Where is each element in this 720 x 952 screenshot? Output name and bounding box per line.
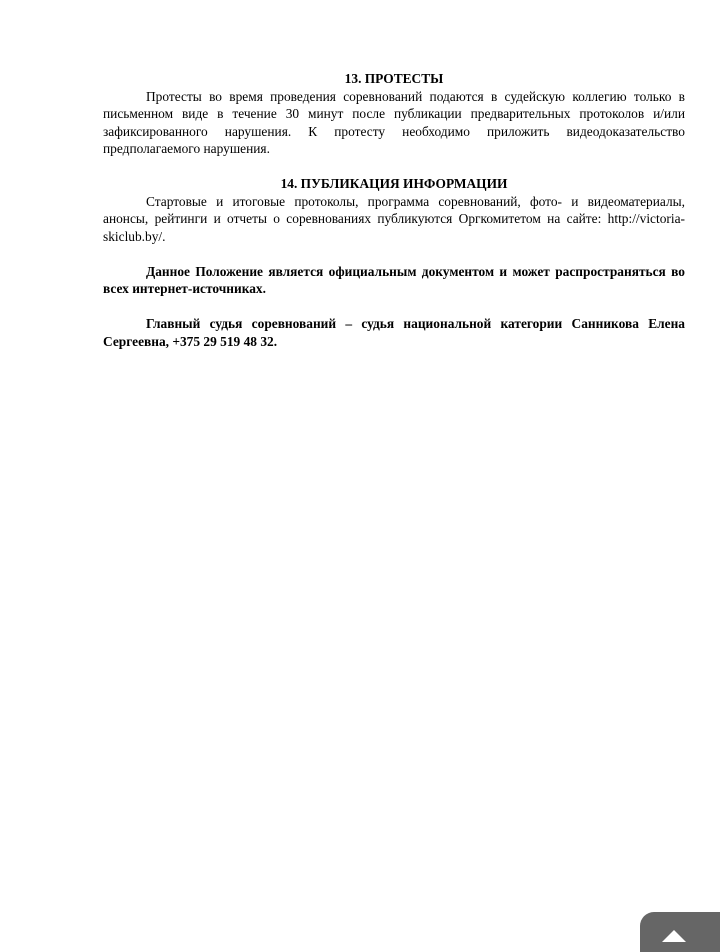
chevron-up-icon (662, 930, 686, 942)
spacer (103, 298, 685, 316)
section-14-heading: 14. ПУБЛИКАЦИЯ ИНФОРМАЦИИ (280, 176, 508, 191)
document-page (103, 70, 685, 350)
spacer (103, 245, 685, 263)
section-14-body: Стартовые и итоговые протоколы, программа соревнований, фото- и видеоматериалы, анонсы, рейтинги и отчеты о соревнованиях публикуются Оргкомитетом на сайте: http://victoria-skiclub.by/. (103, 193, 685, 244)
official-document-note: Данное Положение является официальным документом и может распространяться во всех интернет-источниках. (103, 263, 685, 296)
spacer (103, 158, 685, 176)
section-13-body: Протесты во время проведения соревнований подаются в судейскую коллегию только в письменном виде в течение 30 минут после публикации предварительных протоколов и/или зафиксированного нарушения. К протесту необходимо приложить видеодоказательство предполагаемого нарушения. (103, 88, 685, 156)
scroll-to-top-button[interactable] (640, 912, 720, 952)
section-13-heading: 13. ПРОТЕСТЫ (344, 71, 444, 86)
chief-judge-note: Главный судья соревнований – судья национальной категории Санникова Елена Сергеевна, +375 29 519 48 32. (103, 316, 685, 349)
